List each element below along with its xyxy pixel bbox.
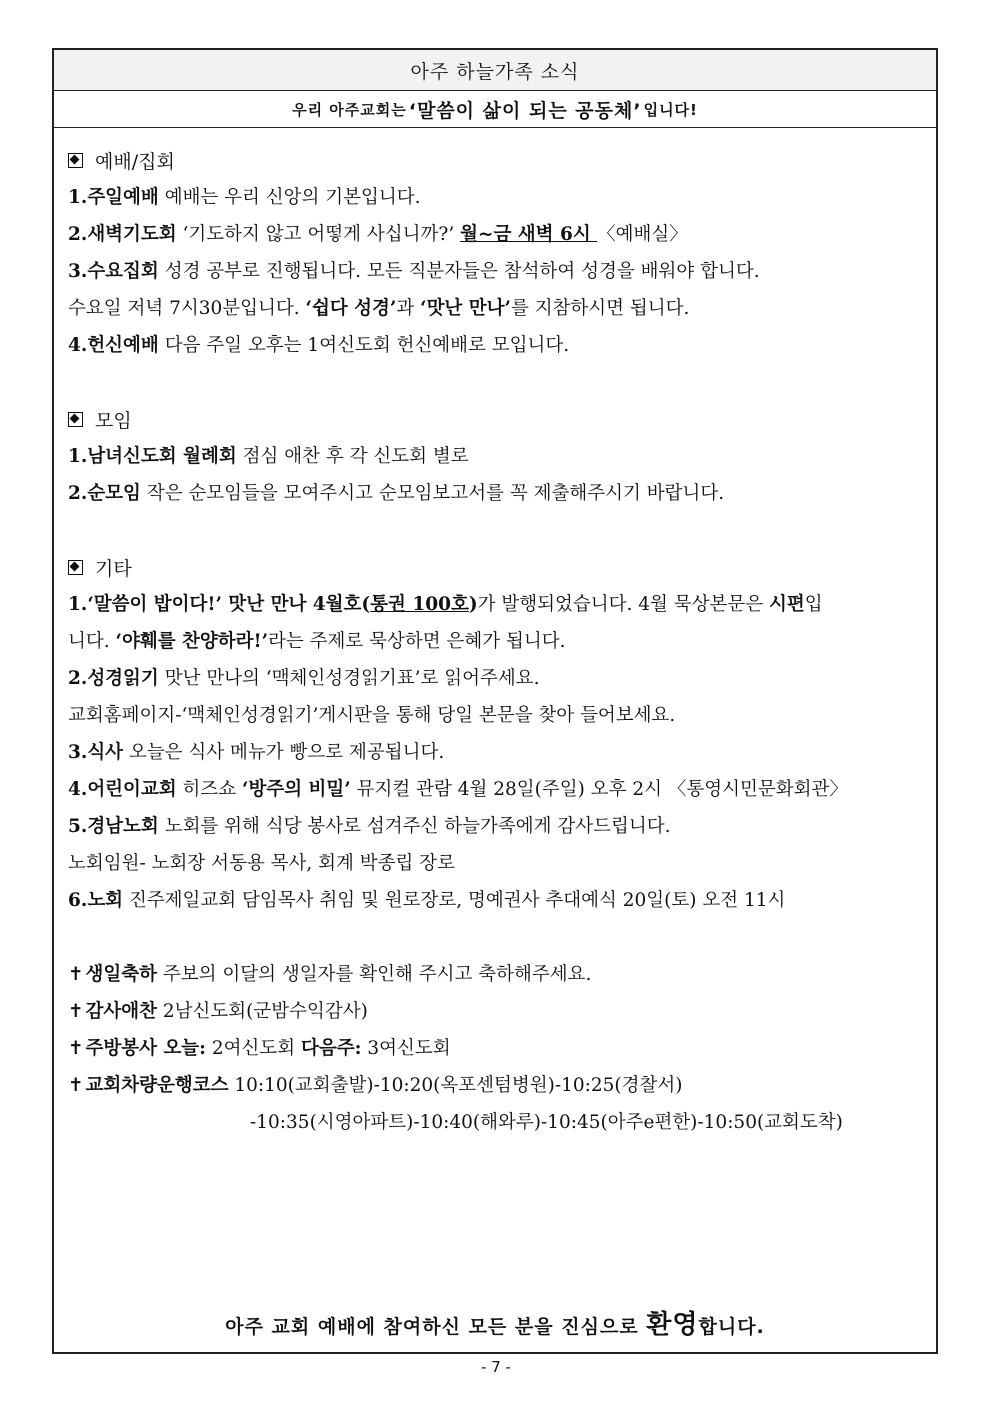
- etc-line-3: 2.성경읽기 맛난 만나의 ‘맥체인성경읽기표’로 읽어주세요.: [68, 668, 540, 689]
- section-meeting-heading: [68, 401, 926, 438]
- notice-thanks-meal: ✝ 감사애찬 2남신도회(군밤수익감사): [68, 1001, 368, 1022]
- meeting-line-1: 1.남녀신도회 월례회 점심 애찬 후 각 신도회 별로: [68, 446, 469, 467]
- etc-line-8: 노회임원- 노회장 서동용 목사, 회계 박종립 장로: [68, 853, 455, 874]
- section-etc-heading: [68, 549, 926, 586]
- motto-prefix: 우리 아주교회는: [292, 100, 407, 119]
- content-body: [54, 128, 936, 1141]
- welcome-message: 아주 교회 예배에 참여하신 모든 분을 진심으로 환영합니다.: [225, 1310, 765, 1340]
- diamond-box-icon: [68, 560, 83, 575]
- newsletter-frame: [52, 48, 938, 1354]
- etc-line-1: 1.‘말씀이 밥이다!’ 맛난 만나 4월호(통권 100호)가 발행되었습니다. 4월 묵상본문은 시편입: [68, 594, 823, 615]
- notice-birthday: ✝ 생일축하 주보의 이달의 생일자를 확인해 주시고 축하해주세요.: [68, 964, 592, 985]
- notice-kitchen-service: ✝ 주방봉사 오늘: 2여신도회 다음주: 3여신도회: [68, 1038, 451, 1059]
- worship-line-3: 3.수요집회 성경 공부로 진행됩니다. 모든 직분자들은 참석하여 성경을 배워야 합니다.: [68, 261, 760, 282]
- title-text: 아주 하늘가족 소식: [410, 60, 580, 83]
- section-worship-heading: [68, 142, 926, 179]
- etc-line-6: 4.어린이교회 히즈쇼 ‘방주의 비밀’ 뮤지컬 관람 4월 28일(주일) 오후 2시 〈통영시민문화회관〉: [68, 779, 848, 800]
- cross-icon: ✝: [68, 1038, 84, 1059]
- etc-line-7: 5.경남노회 노회를 위해 식당 봉사로 섬겨주신 하늘가족에게 감사드립니다.: [68, 816, 671, 837]
- etc-line-4: 교회홈페이지-‘맥체인성경읽기’게시판을 통해 당일 본문을 찾아 들어보세요.: [68, 705, 676, 726]
- cross-icon: ✝: [68, 1001, 84, 1022]
- worship-line-4: 수요일 저녁 7시30분입니다. ‘쉽다 성경’과 ‘맛난 만나’를 지참하시면 됩니다.: [68, 298, 690, 319]
- meeting-line-2: 2.순모임 작은 순모임들을 모여주시고 순모임보고서를 꼭 제출해주시기 바랍니다.: [68, 483, 725, 504]
- worship-line-5: 4.헌신예배 다음 주일 오후는 1여신도회 헌신예배로 모입니다.: [68, 335, 570, 356]
- notice-vehicle-route: ✝ 교회차량운행코스 10:10(교회출발)-10:20(옥포센텀병원)-10:25(경찰서): [68, 1075, 683, 1096]
- motto-suffix: 입니다!: [643, 100, 698, 119]
- etc-line-9: 6.노회 진주제일교회 담임목사 취임 및 원로장로, 명예권사 추대예식 20일(토) 오전 11시: [68, 890, 786, 911]
- etc-line-5: 3.식사 오늘은 식사 메뉴가 빵으로 제공됩니다.: [68, 742, 445, 763]
- cross-icon: ✝: [68, 964, 84, 985]
- worship-line-2: 2.새벽기도회 ‘기도하지 않고 어떻게 사십니까?’ 월~금 새벽 6시 〈예배실〉: [68, 224, 688, 245]
- section-heading-text: 모임: [95, 410, 132, 432]
- cross-icon: ✝: [68, 1075, 84, 1096]
- worship-line-1: 1.주일예배 예배는 우리 신앙의 기본입니다.: [68, 187, 421, 208]
- section-heading-text: 예배/집회: [95, 151, 175, 173]
- motto-highlight: ‘말씀이 삶이 되는 공동체’: [408, 99, 642, 122]
- diamond-box-icon: [68, 412, 83, 427]
- page-number: - 7 -: [481, 1358, 511, 1376]
- diamond-box-icon: [68, 153, 83, 168]
- page-title: [54, 50, 936, 91]
- etc-line-2: 니다. ‘야훼를 찬양하라!’라는 주제로 묵상하면 은혜가 됩니다.: [68, 631, 566, 652]
- section-heading-text: 기타: [95, 558, 132, 580]
- notice-vehicle-route-cont: -10:35(시영아파트)-10:40(해와루)-10:45(아주e편한)-10:50(교회도착): [250, 1112, 843, 1133]
- motto-banner: [54, 91, 936, 128]
